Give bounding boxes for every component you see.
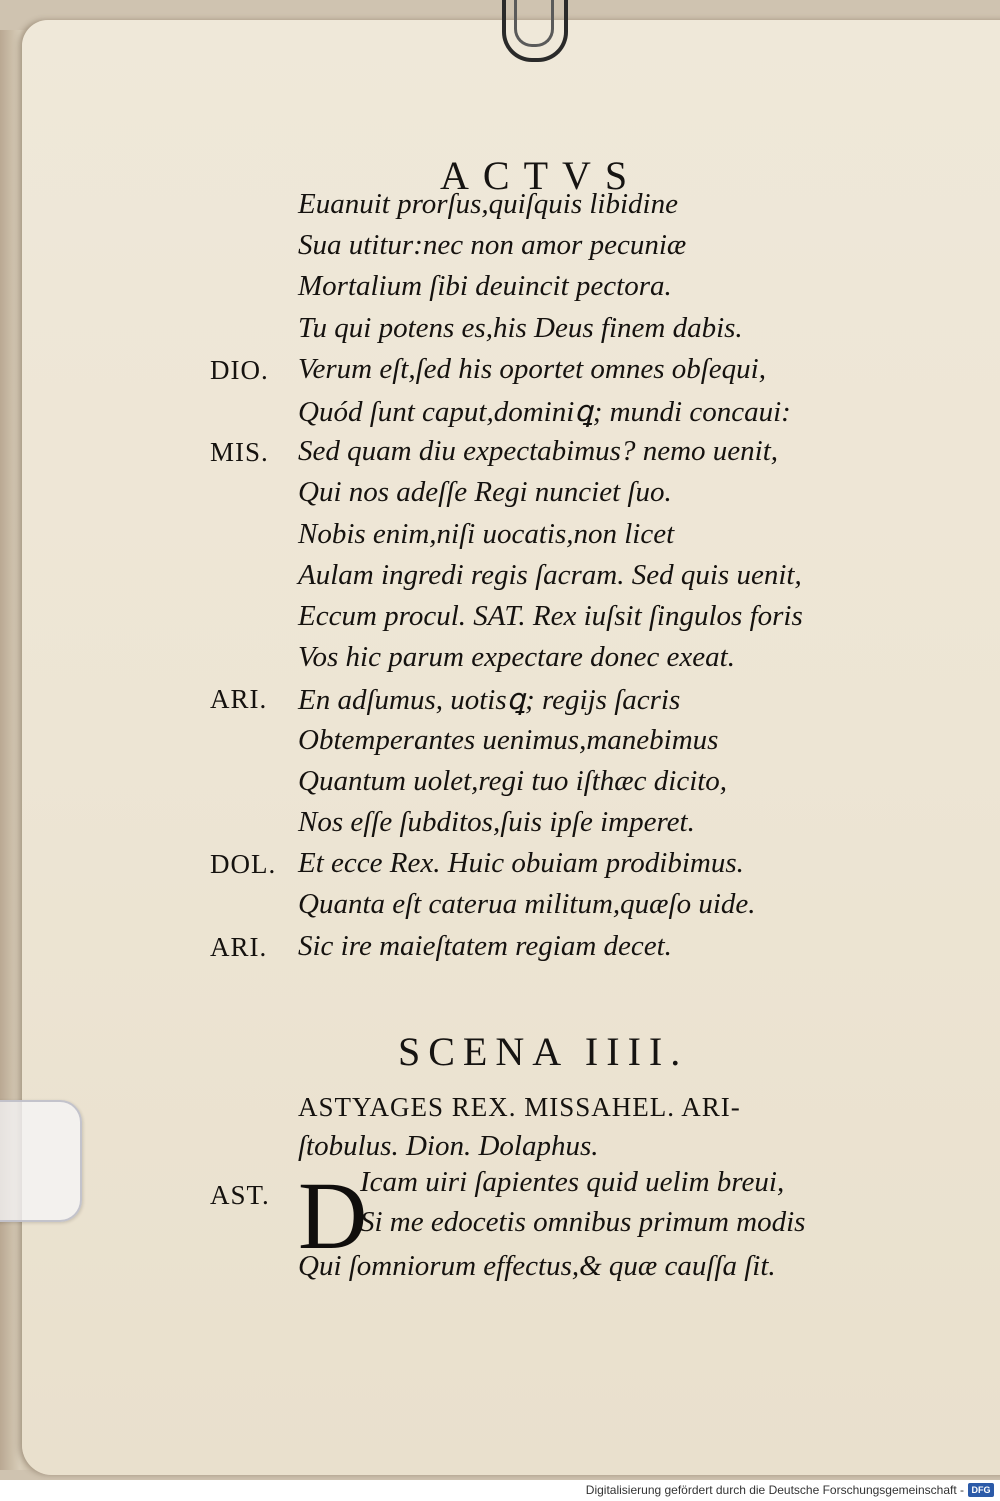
- funding-notice: Digitalisierung gefördert durch die Deutsche Forschungsgemeinschaft -: [585, 1483, 964, 1497]
- verse-line: Eccum procul. SAT. Rex iuſsit ſingulos foris: [298, 600, 803, 632]
- verse-line: En adſumus, uotisꝗ; regijs ſacris: [298, 684, 681, 716]
- speaker-label: DOL.: [210, 849, 277, 879]
- plastic-tab: [0, 1100, 82, 1222]
- verse-line: Et ecce Rex. Huic obuiam prodibimus.: [298, 847, 744, 879]
- dfg-logo: DFG: [968, 1483, 994, 1497]
- verse-line: Quód ſunt caput,dominiꝗ; mundi concaui:: [298, 396, 791, 428]
- drop-cap: D: [298, 1162, 368, 1269]
- verse-line: Qui nos adeſſe Regi nunciet ſuo.: [298, 476, 672, 508]
- dramatis-personae-line1: ASTYAGES REX. MISSAHEL. ARI-: [298, 1092, 741, 1122]
- speaker-label: DIO.: [210, 355, 269, 385]
- verse-line: Quantum uolet,regi tuo iſthæc dicito,: [298, 765, 728, 797]
- verse-line: Nobis enim,niſi uocatis,non licet: [298, 518, 675, 550]
- verse-line: Sed quam diu expectabimus? nemo uenit,: [298, 435, 779, 467]
- verse-line: Mortalium ſibi deuincit pectora.: [298, 270, 672, 302]
- verse-line: Verum eſt,ſed his oportet omnes obſequi,: [298, 353, 766, 385]
- verse-line: Si me edocetis omnibus primum modis: [360, 1206, 806, 1238]
- speaker-label: MIS.: [210, 437, 269, 467]
- verse-line: Sic ire maieſtatem regiam decet.: [298, 930, 672, 962]
- verse-line: Vos hic parum expectare donec exeat.: [298, 641, 735, 673]
- verse-line: Euanuit prorſus,quiſquis libidine: [298, 188, 678, 220]
- scene-heading: SCENA IIII.: [398, 1029, 689, 1074]
- verse-line: Nos eſſe ſubditos,ſuis ipſe imperet.: [298, 806, 695, 838]
- speaker-label: ARI.: [210, 932, 268, 962]
- verse-line: Sua utitur:nec non amor pecuniæ: [298, 229, 687, 261]
- verse-line: Quanta eſt caterua militum,quæſo uide.: [298, 888, 756, 920]
- paper-clip-inner: [514, 0, 554, 47]
- verse-line: Icam uiri ſapientes quid uelim breui,: [360, 1166, 785, 1198]
- verse-line: Tu qui potens es,his Deus finem dabis.: [298, 312, 743, 344]
- speaker-label: AST.: [210, 1180, 270, 1210]
- dramatis-personae-line2: ſtobulus. Dion. Dolaphus.: [298, 1130, 599, 1162]
- speaker-label: ARI.: [210, 684, 268, 714]
- footer-bar: [0, 1480, 1000, 1501]
- verse-line: Qui ſomniorum effectus,& quæ cauſſa ſit.: [298, 1250, 776, 1282]
- act-heading: ACTVS: [440, 153, 642, 198]
- verse-line: Aulam ingredi regis ſacram. Sed quis uenit,: [298, 559, 802, 591]
- verse-line: Obtemperantes uenimus,manebimus: [298, 724, 719, 756]
